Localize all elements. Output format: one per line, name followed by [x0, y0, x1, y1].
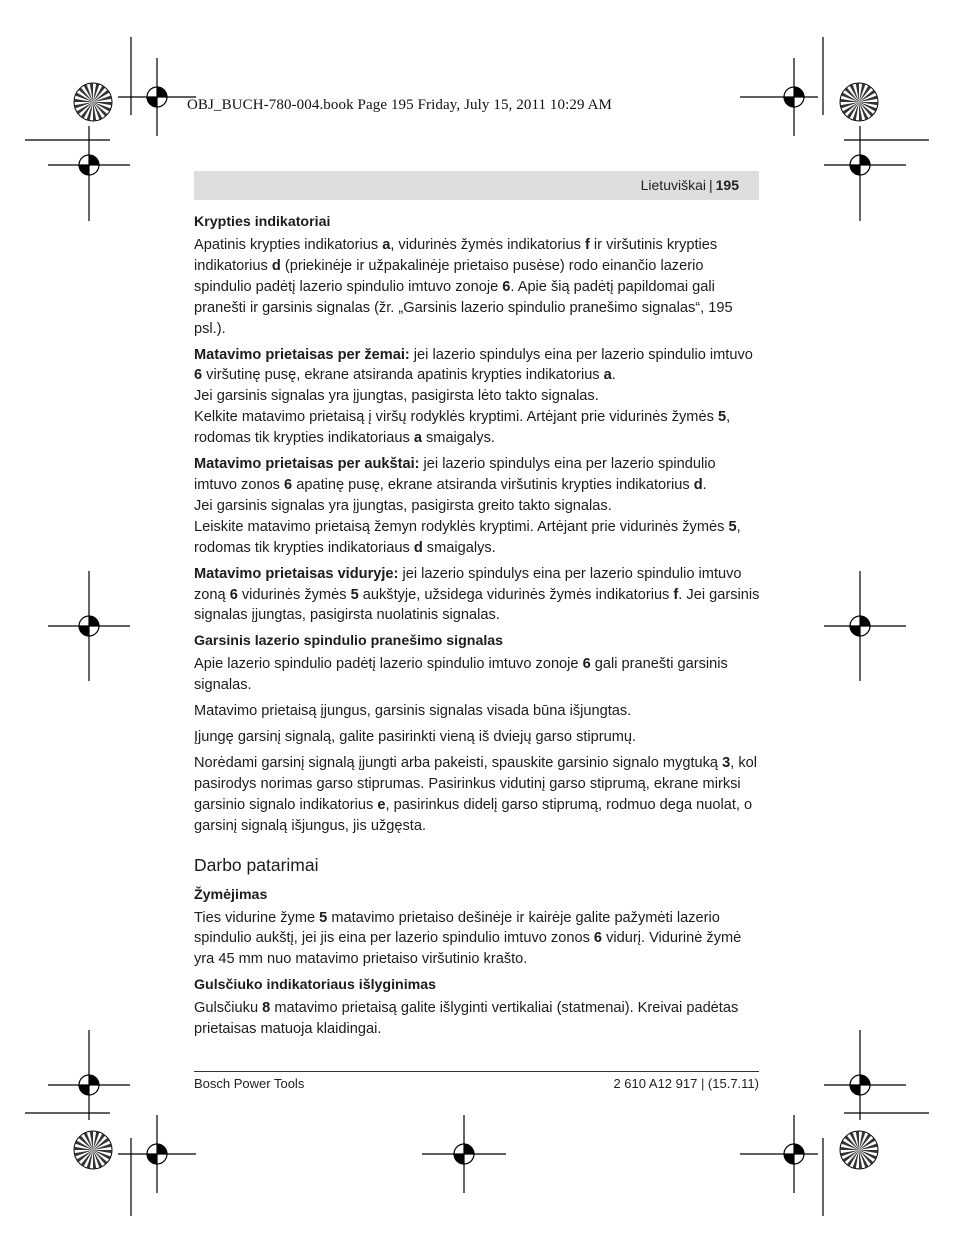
page-header: [194, 171, 759, 200]
page-number: 195: [715, 177, 739, 193]
starburst-mark: [74, 1131, 112, 1169]
footer-brand: Bosch Power Tools: [194, 1076, 305, 1091]
paragraph: Apie lazerio spindulio padėtį lazerio spindulio imtuvo zonoje 6 gali pranešti garsinis signalas.: [194, 656, 728, 694]
subheading-gulsciuko: Gulsčiuko indikatoriaus išlyginimas: [194, 977, 437, 994]
header-label: [641, 177, 739, 193]
paragraph: Įjungę garsinį signalą, galite pasirinkti vieną iš dviejų garso stiprumų.: [194, 729, 637, 746]
section-heading-darbo: Darbo patarimai: [194, 854, 319, 875]
paragraph: Ties vidurine žyme 5 matavimo prietaiso dešinėje ir kairėje galite pažymėti lazerio spindulio aukštį, jei jis eina per lazerio spindulio imtuvo zonos 6 vidurį. Vidurinė žymė yra 45 mm nuo matavimo prietaiso viršutinio krašto.: [194, 909, 742, 968]
paragraph: Matavimo prietaisas viduryje: jei lazerio spindulys eina per lazerio spindulio imtuvo zoną 6 vidurinės žymės 5 aukštyje, užsidega vidurinės žymės indikatorius f. Jei garsinis signalas įjungtas, pasigirsta nuolatinis signalas.: [194, 565, 760, 624]
paragraph: Matavimo prietaisas per aukštai: jei lazerio spindulys eina per lazerio spindulio imtuvo zonos 6 apatinę pusę, ekrane atsiranda viršutinis krypties indikatorius d. Jei garsinis signalas yra įjungtas, pasigirsta greito takto signalas. Leiskite matavimo prietaisą žemyn rodyklės kryptimi. Artėjant prie vidurinės žymės 5, rodomas tik krypties indikatoriaus d smaigalys.: [194, 456, 741, 556]
starburst-mark: [74, 83, 112, 121]
subheading-zymejimas: Žymėjimas: [194, 886, 268, 903]
starburst-mark: [840, 1131, 878, 1169]
paragraph: Gulsčiuku 8 matavimo prietaisą galite išlyginti vertikaliai (statmenai). Kreivai padėtas prietaisas matuoja klaidingai.: [194, 1000, 739, 1038]
subheading-garsinis: Garsinis lazerio spindulio pranešimo signalas: [194, 633, 504, 650]
header-separator: |: [709, 177, 713, 193]
paragraph: Matavimo prietaisas per žemai: jei lazerio spindulys eina per lazerio spindulio imtuvo 6 viršutinę pusę, ekrane atsiranda apatinis krypties indikatorius a. Jei garsinis signalas yra įjungtas, pasigirsta lėto takto signalas. Kelkite matavimo prietaisą į viršų rodyklės kryptimi. Artėjant prie vidurinės žymės 5, rodomas tik krypties indikatoriaus a smaigalys.: [194, 346, 753, 447]
footer-doc-number: 2 610 A12 917 | (15.7.11): [613, 1076, 759, 1091]
paragraph: Norėdami garsinį signalą įjungti arba pakeisti, spauskite garsinio signalo mygtuką 3, kol pasirodys norimas garso stiprumas. Pasirinkus vidutinį garso stiprumą, ekrane mirksi garsinio signalo indikatorius e, pasirinkus didelį garso stiprumą, rodmuo dega nuolat, o garsinį signalą išjungus, jis užgęsta.: [194, 754, 757, 834]
starburst-mark: [840, 83, 878, 121]
subheading-krypties: Krypties indikatoriai: [194, 214, 331, 230]
paragraph: Apatinis krypties indikatorius a, vidurinės žymės indikatorius f ir viršutinis krypties indikatorius d (priekinėje ir užpakalinėje prietaiso pusėse) rodo einančio lazerio spindulio padėtį lazerio spindulio imtuvo zonoje 6. Apie šią padėtį papildomai gali pranešti ir garsinis signalas (žr. „Garsinis lazerio spindulio pranešimo signalas“, 195 psl.).: [194, 237, 733, 337]
footer-rule: [194, 1071, 759, 1072]
header-language: Lietuviškai: [640, 177, 706, 193]
paragraph: Matavimo prietaisą įjungus, garsinis signalas visada būna išjungtas.: [194, 703, 632, 720]
print-info-line: OBJ_BUCH-780-004.book Page 195 Friday, July 15, 2011 10:29 AM: [187, 97, 612, 113]
page-body: [194, 212, 760, 1045]
